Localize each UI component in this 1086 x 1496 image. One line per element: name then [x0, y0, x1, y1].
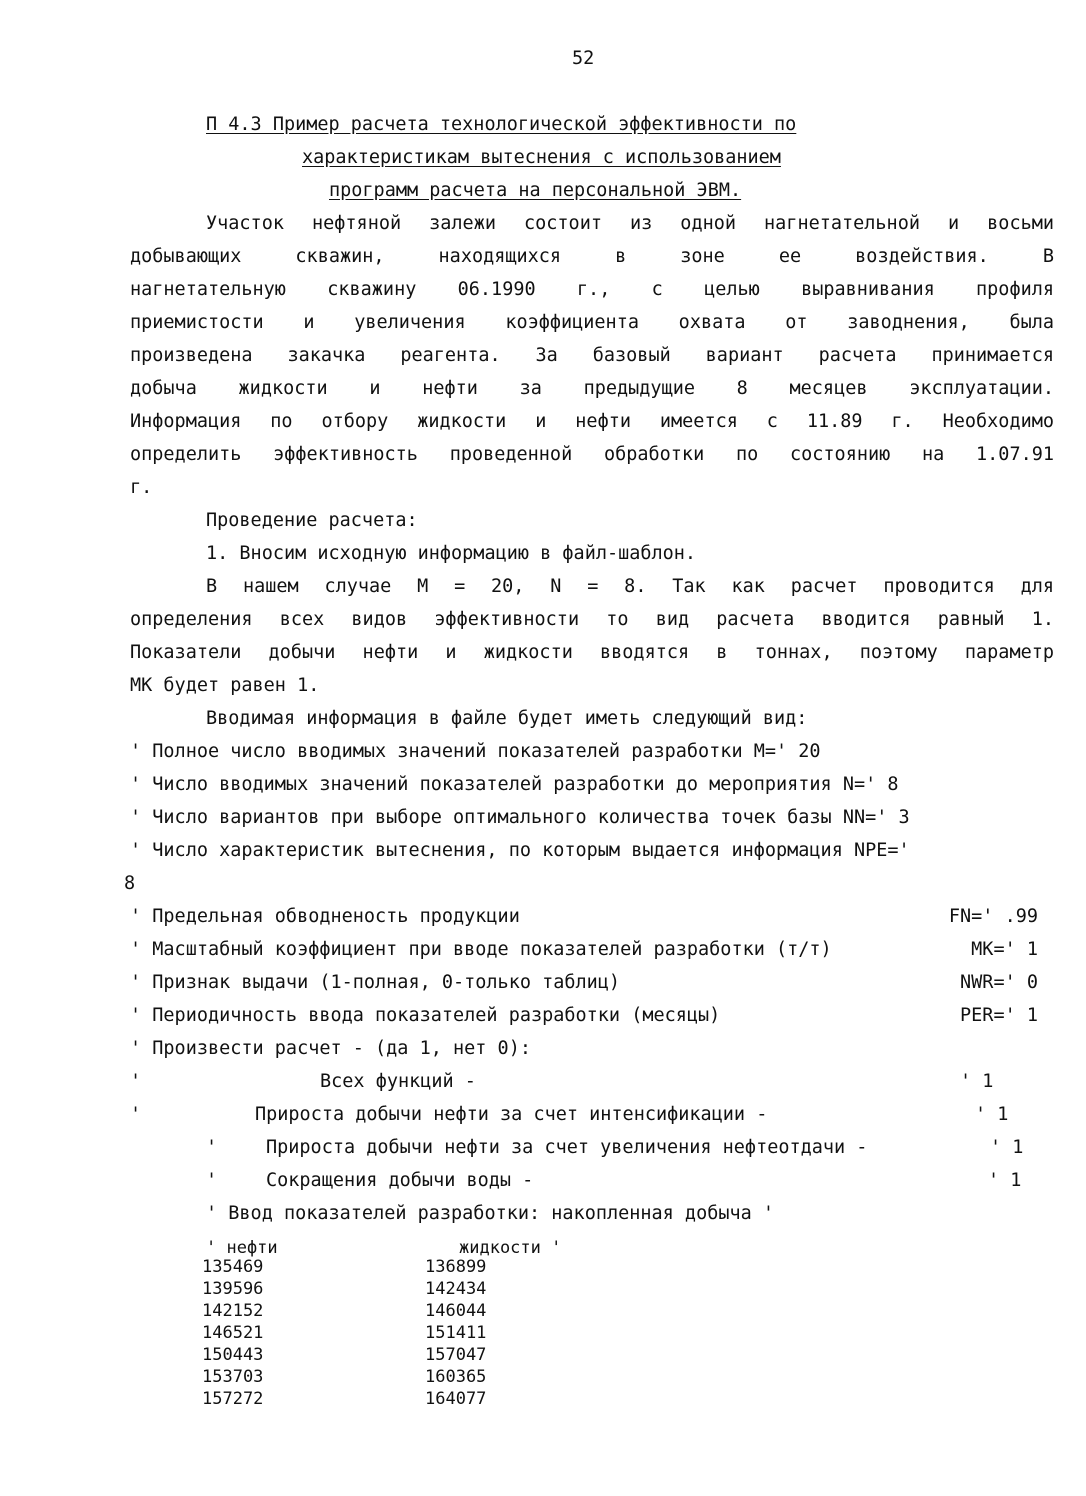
- option-all-label: Всех функций -: [320, 1071, 476, 1092]
- option-recovery-label: Прироста добычи нефти за счет увеличения нефтеотдачи -: [266, 1137, 868, 1158]
- paragraph-1-line-4: приемистости и увеличения коэффициента охвата от заводнения, была: [130, 312, 1054, 333]
- option-recovery-value: ' 1: [990, 1137, 1024, 1158]
- table-row-liquid: 151411: [425, 1323, 487, 1343]
- option-intensification-mark: ': [130, 1104, 142, 1125]
- page-number: 52: [572, 48, 595, 69]
- paragraph-2-line-3: Показатели добычи нефти и жидкости вводятся в тоннах, поэтому параметр: [130, 642, 1054, 663]
- file-line-nn: ' Число вариантов при выборе оптимального количества точек базы NN=' 3: [130, 807, 910, 828]
- param-per-label: ' Периодичность ввода показателей разработки (месяцы): [130, 1005, 721, 1026]
- paragraph-2-line-4: МК будет равен 1.: [130, 675, 320, 696]
- table-row-liquid: 142434: [425, 1279, 487, 1299]
- paragraph-2-line-2: определения всех видов эффективности то вид расчета вводится равный 1.: [130, 609, 1054, 630]
- section-title-line-1: П 4.3 Пример расчета технологической эффективности по: [206, 114, 797, 135]
- option-water-mark: ': [206, 1170, 218, 1191]
- param-nwr-value: NWR=' 0: [960, 972, 1038, 993]
- section-title-line-2: характеристикам вытеснения с использованием: [302, 147, 781, 168]
- table-row-liquid: 157047: [425, 1345, 487, 1365]
- paragraph-1-line-5: произведена закачка реагента. За базовый вариант расчета принимается: [130, 345, 1054, 366]
- option-water-value: ' 1: [988, 1170, 1022, 1191]
- param-per-value: PER=' 1: [960, 1005, 1038, 1026]
- paragraph-2-line-1: В нашем случае M = 20, N = 8. Так как расчет проводится для: [206, 576, 1054, 597]
- paragraph-1-line-1: Участок нефтяной залежи состоит из одной нагнетательной и восьми: [206, 213, 1054, 234]
- input-heading: ' Ввод показателей разработки: накопленная добыча ': [206, 1203, 775, 1224]
- table-row-liquid: 136899: [425, 1257, 487, 1277]
- table-row-liquid: 164077: [425, 1389, 487, 1409]
- paragraph-1-line-7: Информация по отбору жидкости и нефти имеется с 11.89 г. Необходимо: [130, 411, 1054, 432]
- file-line-npe: ' Число характеристик вытеснения, по которым выдается информация NPE=': [130, 840, 910, 861]
- table-header-oil: ' нефти: [206, 1238, 278, 1258]
- param-fn-label: ' Предельная обводненость продукции: [130, 906, 520, 927]
- param-mk-value: MK=' 1: [971, 939, 1038, 960]
- table-header-liquid: жидкости ': [459, 1238, 562, 1258]
- table-row-liquid: 160365: [425, 1367, 487, 1387]
- table-row-oil: 142152: [202, 1301, 264, 1321]
- table-row-oil: 157272: [202, 1389, 264, 1409]
- calc-prompt: ' Произвести расчет - (да 1, нет 0):: [130, 1038, 531, 1059]
- option-all-mark: ': [130, 1071, 142, 1092]
- step-1: 1. Вносим исходную информацию в файл-шаблон.: [206, 543, 697, 564]
- option-intensification-value: ' 1: [975, 1104, 1009, 1125]
- option-recovery-mark: ': [206, 1137, 218, 1158]
- table-row-oil: 153703: [202, 1367, 264, 1387]
- file-line-m: ' Полное число вводимых значений показателей разработки M=' 20: [130, 741, 821, 762]
- option-water-label: Сокращения добычи воды -: [266, 1170, 534, 1191]
- paragraph-1-line-8: определить эффективность проведенной обработки по состоянию на 1.07.91: [130, 444, 1054, 465]
- table-row-oil: 150443: [202, 1345, 264, 1365]
- option-all-value: ' 1: [960, 1071, 994, 1092]
- paragraph-1-line-9: г.: [130, 477, 153, 498]
- paragraph-1-line-2: добывающих скважин, находящихся в зоне ее воздействия. В: [130, 246, 1054, 267]
- table-row-oil: 139596: [202, 1279, 264, 1299]
- table-row-liquid: 146044: [425, 1301, 487, 1321]
- paragraph-1-line-6: добыча жидкости и нефти за предыдущие 8 месяцев эксплуатации.: [130, 378, 1054, 399]
- param-mk-label: ' Масштабный коэффициент при вводе показателей разработки (т/т): [130, 939, 832, 960]
- param-nwr-label: ' Признак выдачи (1-полная, 0-только таблиц): [130, 972, 621, 993]
- file-intro: Вводимая информация в файле будет иметь следующий вид:: [206, 708, 808, 729]
- file-line-n: ' Число вводимых значений показателей разработки до мероприятия N=' 8: [130, 774, 899, 795]
- file-line-npe-value: 8: [124, 873, 136, 894]
- table-row-oil: 135469: [202, 1257, 264, 1277]
- option-intensification-label: Прироста добычи нефти за счет интенсификации -: [255, 1104, 768, 1125]
- paragraph-1-line-3: нагнетательную скважину 06.1990 г., с целью выравнивания профиля: [130, 279, 1054, 300]
- table-row-oil: 146521: [202, 1323, 264, 1343]
- param-fn-value: FN=' .99: [948, 906, 1038, 927]
- section-title-line-3: программ расчета на персональной ЭВМ.: [329, 180, 742, 201]
- procedure-heading: Проведение расчета:: [206, 510, 418, 531]
